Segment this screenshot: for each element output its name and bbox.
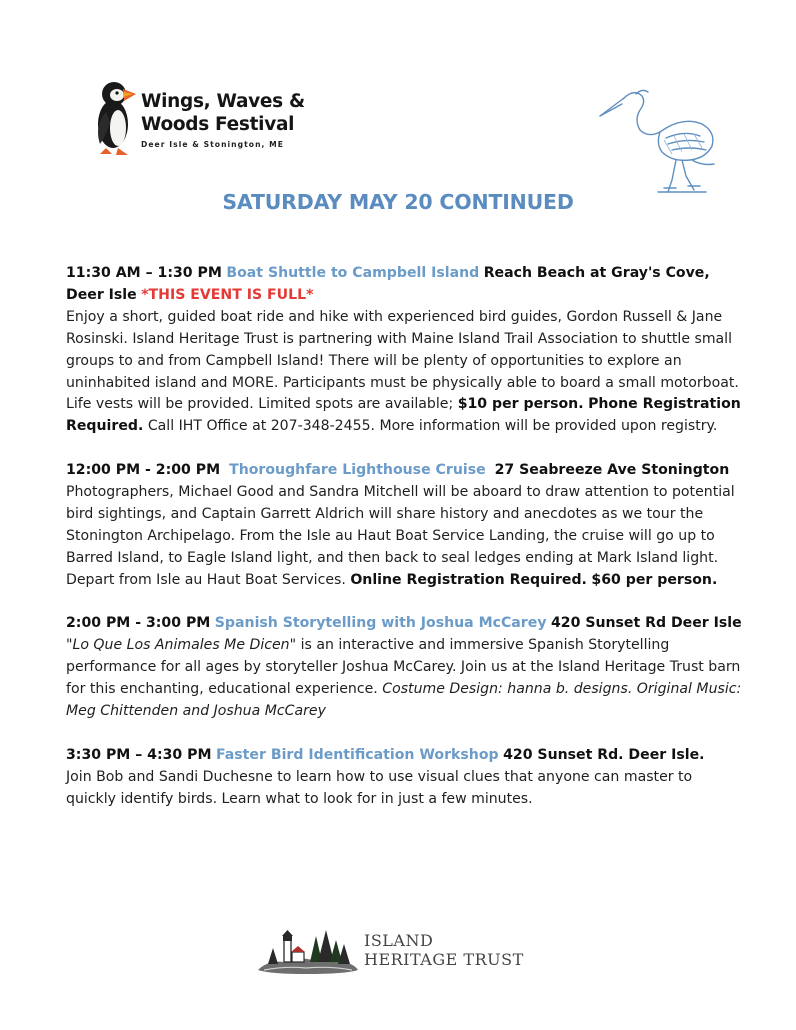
event-item bbox=[66, 460, 746, 591]
event-title: Spanish Storytelling with Joshua McCarey bbox=[214, 615, 547, 632]
festival-title-line1: Wings, Waves & bbox=[141, 91, 305, 112]
event-location: 27 Seabreeze Ave Stonington bbox=[494, 462, 730, 479]
event-registration: Phone Registration Required. bbox=[66, 396, 741, 435]
event-credits: Costume Design: hanna b. designs. Original Music: Meg Chittenden and Joshua McCarey bbox=[66, 681, 742, 720]
event-price: $10 per person. bbox=[457, 396, 584, 413]
event-description: Photographers, Michael Good and Sandra Mitchell will be aboard to draw attention to potential bird sightings, and Captain Garrett Aldrich will share history and anecdotes as we tour the Stonington Archipelago. From the Isle au Haut Boat Service Landing, the cruise will go up to Barred Island, to Eagle Island light, and then back to seal ledges ending at Mark Island light. Depart from Isle au Haut Boat Services. bbox=[66, 484, 735, 588]
event-time: 12:00 PM - 2:00 PM bbox=[66, 462, 221, 479]
event-time: 11:30 AM – 1:30 PM bbox=[66, 265, 222, 281]
event-time: 2:00 PM - 3:00 PM bbox=[66, 615, 211, 632]
trust-name-line2: HERITAGE TRUST bbox=[364, 950, 524, 969]
trust-name-line1: ISLAND bbox=[364, 931, 434, 950]
event-item bbox=[66, 613, 746, 723]
event-registration: Online Registration Required. bbox=[350, 571, 587, 588]
festival-logo bbox=[84, 78, 324, 160]
event-description: Join Bob and Sandi Duchesne to learn how to use visual clues that anyone can master to quickly identify birds. Learn what to look for in just a few minutes. bbox=[66, 768, 693, 807]
event-description: is an interactive and immersive Spanish Storytelling performance for all ages by storyteller Joshua McCarey. Join us at the Island Heritage Trust barn for this enchanting, educational experience. bbox=[66, 637, 741, 698]
event-full-notice: *THIS EVENT IS FULL* bbox=[141, 286, 314, 303]
event-item bbox=[66, 263, 746, 438]
event-location: Reach Beach at Gray's Cove, Deer Isle bbox=[66, 265, 710, 303]
event-title: Boat Shuttle to Campbell Island bbox=[226, 265, 480, 281]
event-location: 420 Sunset Rd Deer Isle bbox=[551, 615, 742, 632]
event-description: Enjoy a short, guided boat ride and hike with experienced bird guides, Gordon Russell & Jane Rosinski. Island Heritage Trust is partnering with Maine Island Trail Association to shuttle small groups to and from Campbell Island! There will be plenty of opportunities to explore an uninhabited island and MORE. Participants must be physically able to board a small motorboat. Life vests will be provided. Limited spots are available; bbox=[66, 308, 739, 413]
lighthouse-island-icon bbox=[256, 926, 360, 976]
performance-title: "Lo Que Los Animales Me Dicen" bbox=[66, 637, 297, 654]
event-price: $60 per person. bbox=[591, 571, 718, 588]
event-list bbox=[66, 263, 746, 833]
event-item bbox=[66, 745, 746, 811]
event-time: 3:30 PM – 4:30 PM bbox=[66, 746, 212, 763]
event-description-extra: Call IHT Office at 207-348-2455. More information will be provided upon registry. bbox=[147, 418, 718, 435]
event-title: Thoroughfare Lighthouse Cruise bbox=[229, 462, 486, 479]
event-location: 420 Sunset Rd. Deer Isle. bbox=[503, 746, 705, 763]
festival-title-line2: Woods Festival bbox=[141, 114, 295, 135]
puffin-icon bbox=[84, 78, 144, 158]
event-title: Faster Bird Identification Workshop bbox=[215, 746, 499, 763]
festival-subtitle: Deer Isle & Stonington, ME bbox=[141, 140, 284, 149]
island-heritage-trust-logo bbox=[256, 926, 546, 976]
page-heading: SATURDAY MAY 20 CONTINUED bbox=[222, 190, 574, 214]
heron-icon bbox=[596, 80, 721, 195]
